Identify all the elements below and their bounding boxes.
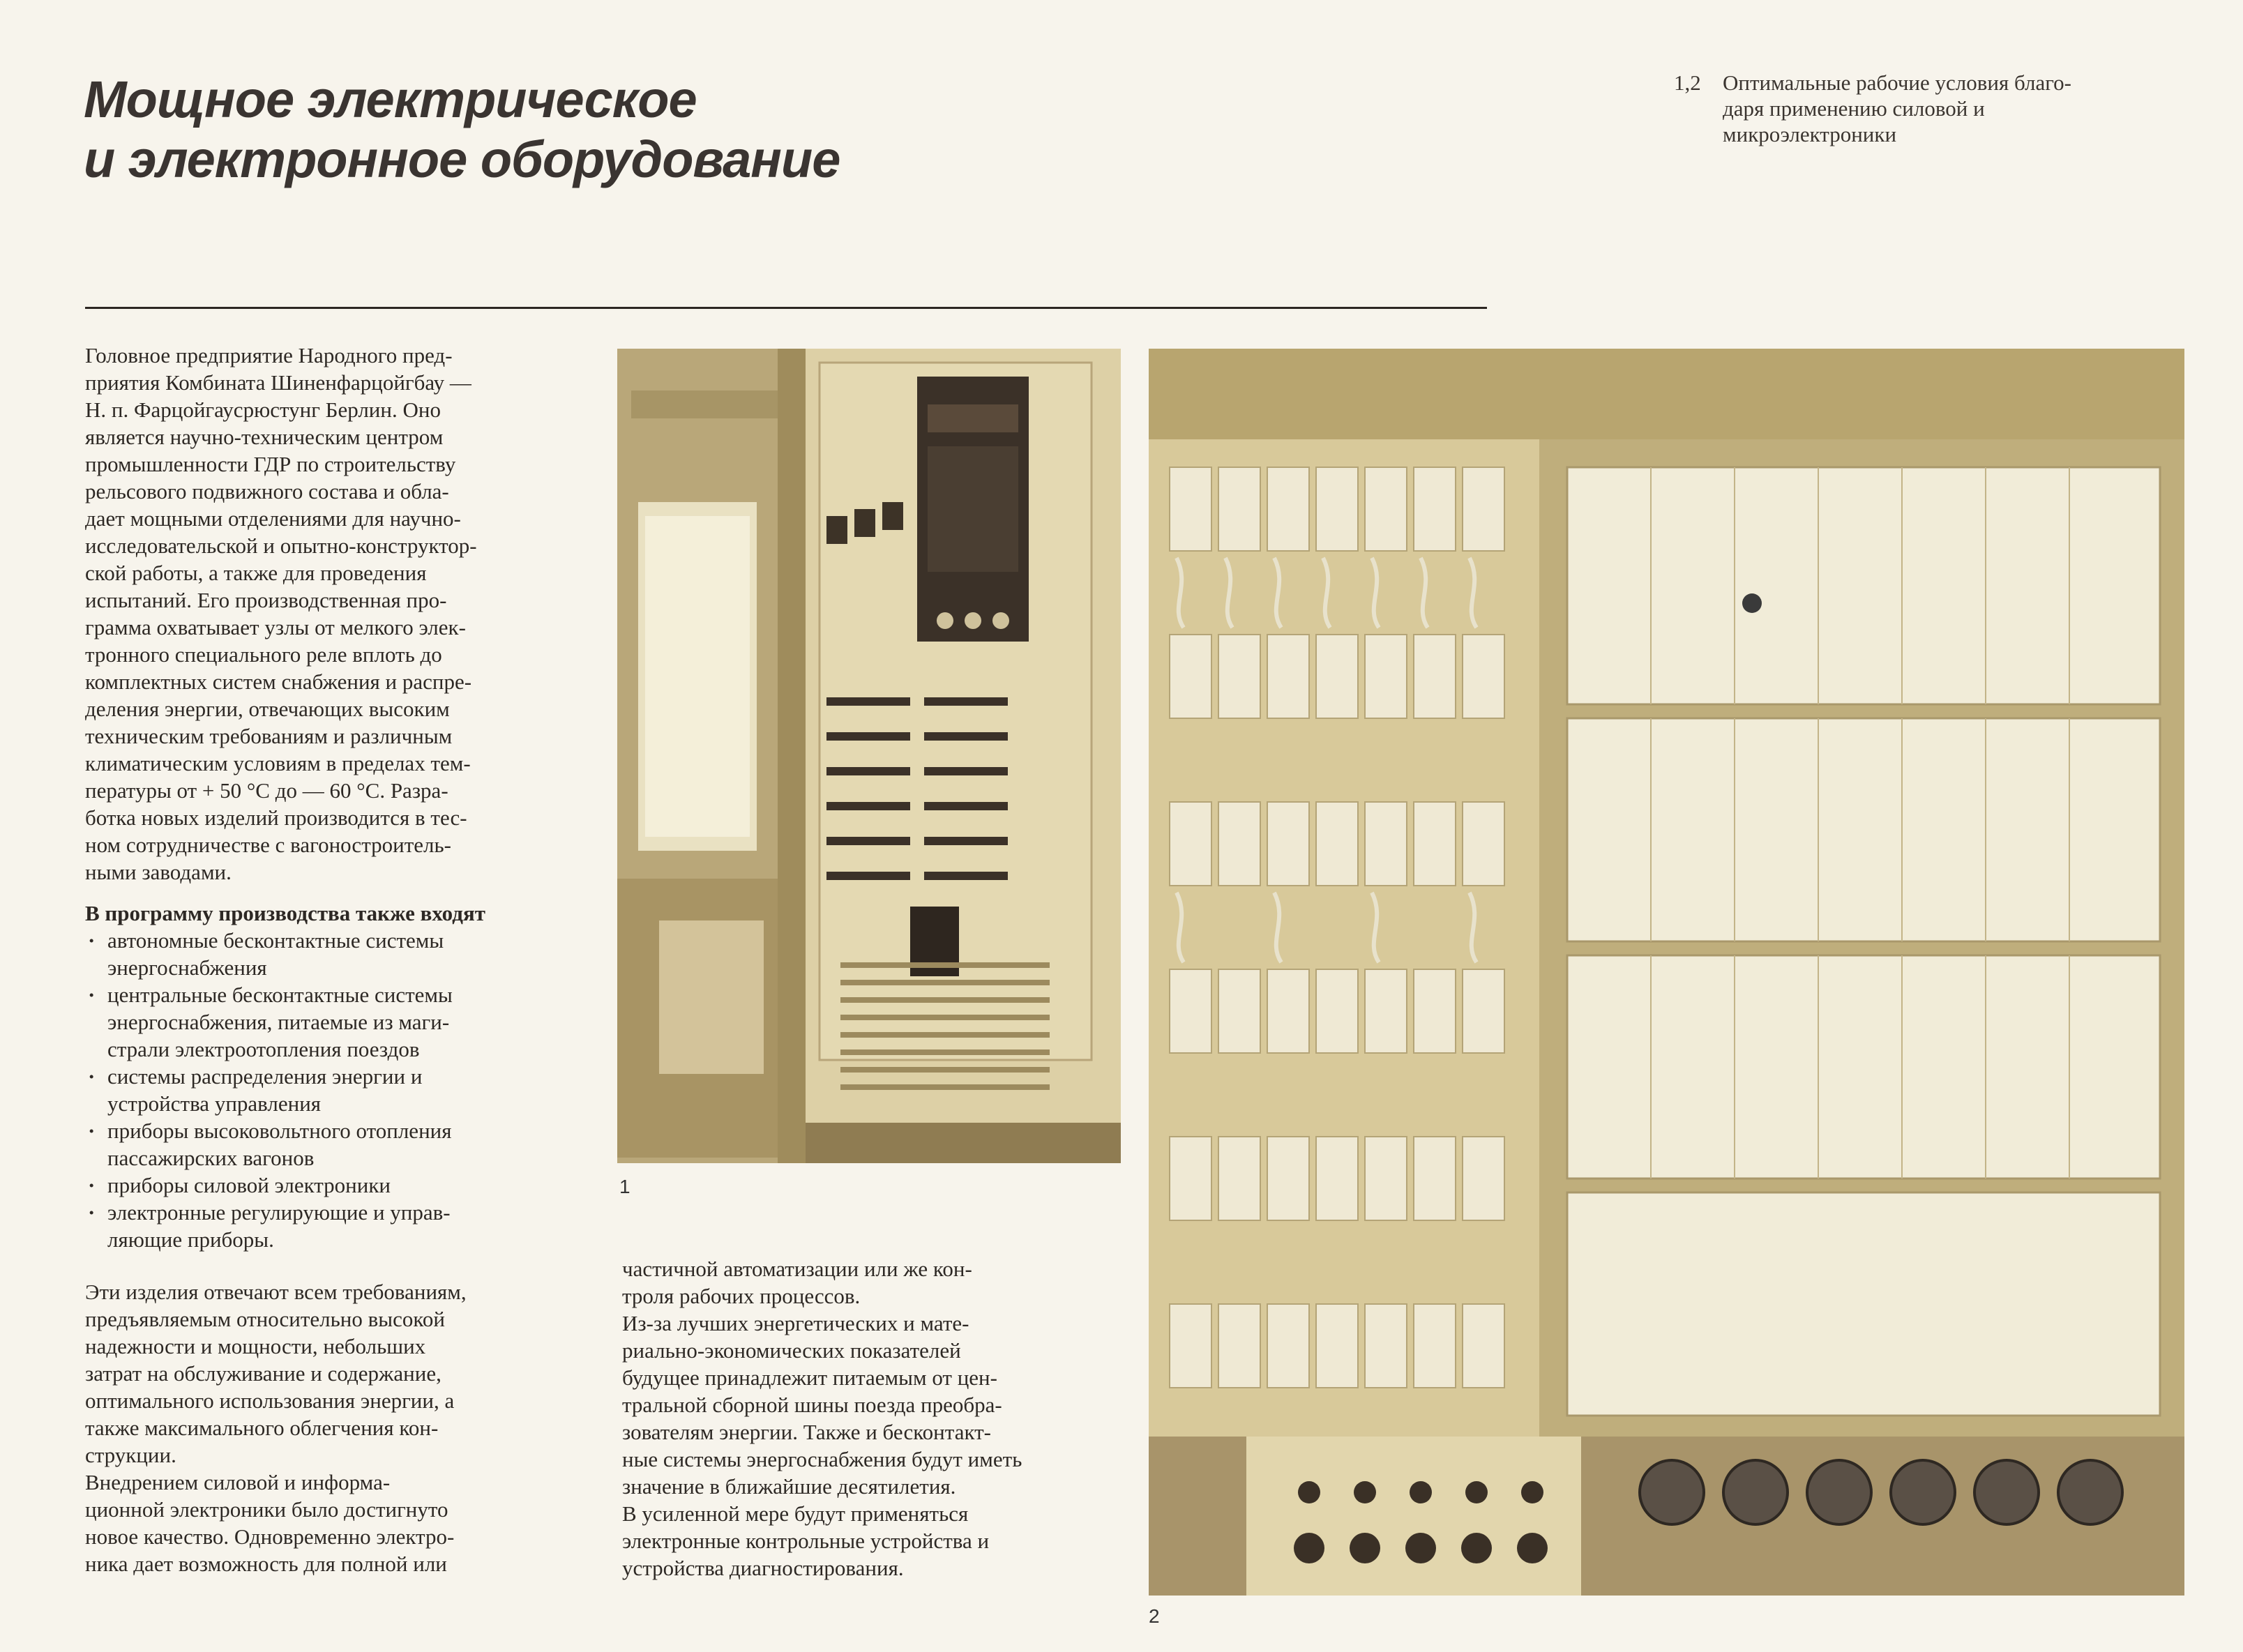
list-heading: В программу производства также входят xyxy=(85,901,485,925)
continuation-paragraph: частичной автоматизации или же кон- троля рабочих процессов. Из-за лучших энергетических и мате- риально-экономических показателей будущее принадлежит питаемым от цен- тральной сборной шины поезда преобра- зователям энергии. Также и бесконтакт- ные системы энергоснабжения будут иметь значение в ближайшие десятилетия. В усиленной мере будут применяться электронные контрольные устройства и устройства диагностирования. xyxy=(622,1257,1022,1580)
list-item: · приборы силовой электроники xyxy=(85,1172,586,1199)
title-line-2: и электронное оборудование xyxy=(84,130,840,188)
page-title xyxy=(84,70,990,190)
photo-cabinet xyxy=(617,349,1121,1163)
intro-paragraph: Головное предприятие Народного пред- приятия Комбината Шиненфарцойгбау — Н. п. Фарцойгаусрюстунг Берлин. Оно является научно-техническим центром промышленности ГДР по строительству рельсового подвижного состава и обла- дает мощными отделениями для научно- исследовательской и опытно-конструктор- ской работы, а также для проведения испытаний. Его производственная про- грамма охватывает узлы от мелкого элек- тронного специального реле вплоть до комплектных систем снабжения и распре- деления энергии, отвечающих высоким техническим требованиям и различным климатическим условиям в пределах тем- пературы от + 50 °C до — 60 °C. Разра- ботка новых изделий производится в тес- ном сотрудничестве с вагоностроитель- ными заводами. xyxy=(85,343,477,884)
caption-text: Оптимальные рабочие условия благо- даря применению силовой и микроэлектроники xyxy=(1723,70,2071,146)
text-column-1 xyxy=(85,342,586,1591)
text-column-2 xyxy=(622,1255,1124,1596)
list-item: · автономные бесконтактные системы энергоснабжения xyxy=(85,927,586,981)
figure-1-number: 1 xyxy=(619,1176,630,1197)
requirements-paragraph: Эти изделия отвечают всем требованиям, предъявляемым относительно высокой надежности и мощности, небольших затрат на обслуживание и содержание, оптимального использования энергии, а также максимального облегчения кон- струкции. Внедрением силовой и информа- ционной электроники было достигнуто новое качество. Одновременно электро- ника дает возможность для полной или xyxy=(85,1280,467,1576)
photo-electronics-rack xyxy=(1149,349,2184,1596)
title-line-1: Мощное электрическое xyxy=(84,70,697,128)
list-item: · электронные регулирующие и управ- ляющие приборы. xyxy=(85,1199,586,1253)
list-item: · приборы высоковольтного отопления пассажирских вагонов xyxy=(85,1117,586,1172)
product-list xyxy=(85,927,586,1253)
cabinet-illustration xyxy=(617,349,1121,1163)
figure-2-number: 2 xyxy=(1149,1605,1160,1627)
caption-number: 1,2 xyxy=(1674,70,1701,95)
list-item: · центральные бесконтактные системы энергоснабжения, питаемые из маги- страли электроотопления поездов xyxy=(85,981,586,1063)
list-item: · системы распределения энергии и устройства управления xyxy=(85,1063,586,1117)
rack-illustration xyxy=(1149,349,2184,1596)
header-divider xyxy=(85,307,1487,309)
